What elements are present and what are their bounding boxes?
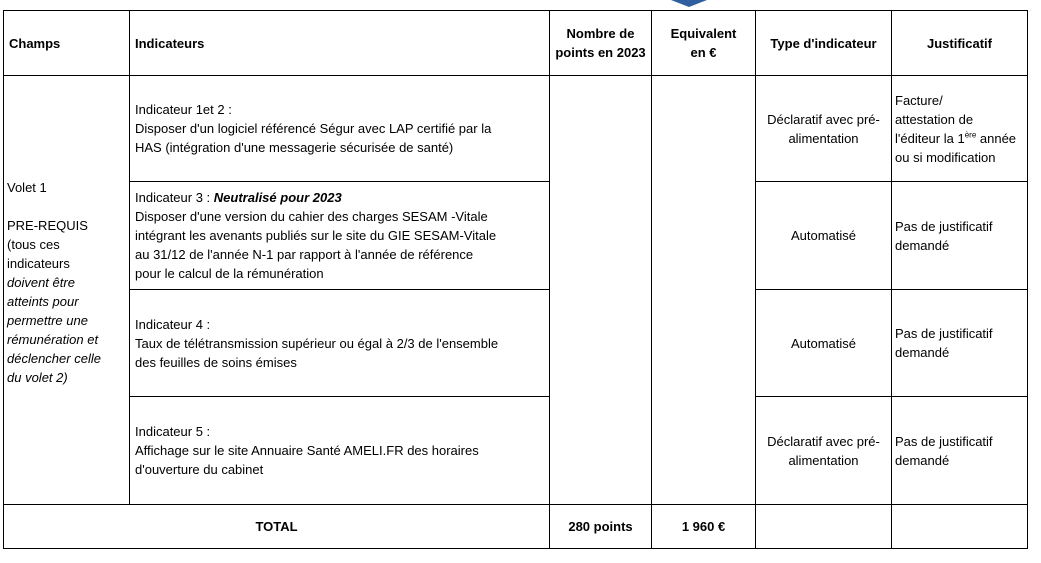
total-euros: 1 960 € xyxy=(652,505,756,549)
justificatif-text: l'éditeur la 1 xyxy=(895,130,965,146)
total-justificatif-empty xyxy=(892,505,1028,549)
table-row xyxy=(4,76,1028,182)
header-points-line1: Nombre de xyxy=(566,26,635,41)
justificatif-cell xyxy=(892,76,1028,182)
indicator-title: Indicateur 4 : xyxy=(135,316,211,332)
justificatif-text: Pas de justificatif xyxy=(895,218,993,234)
justificatif-text: demandé xyxy=(895,452,950,468)
total-points: 280 points xyxy=(550,505,652,549)
table-row xyxy=(4,397,1028,505)
justificatif-text: ou si modification xyxy=(895,149,996,165)
type-text: alimentation xyxy=(788,130,859,146)
type-text: Déclaratif avec pré- xyxy=(767,433,880,449)
indicator-text: d'ouverture du cabinet xyxy=(135,462,264,477)
header-euro-line2: en € xyxy=(690,45,717,60)
champs-text-italic: atteints pour xyxy=(7,294,79,309)
indicator-text: intégrant les avenants publiés sur le site du GIE SESAM-Vitale xyxy=(135,228,497,243)
type-text: alimentation xyxy=(788,452,859,468)
table-row xyxy=(4,182,1028,290)
champs-cell xyxy=(4,76,130,505)
champs-text: (tous ces xyxy=(7,237,60,252)
header-champs: Champs xyxy=(4,11,130,76)
header-euro xyxy=(652,11,756,76)
header-indicateurs: Indicateurs xyxy=(130,11,550,76)
type-cell xyxy=(756,397,892,505)
indicator-text: HAS (intégration d'une messagerie sécurisée de santé) xyxy=(135,140,454,155)
indicator-text: Disposer d'un logiciel référencé Ségur avec LAP certifié par la xyxy=(135,121,492,136)
champs-text-italic: déclencher celle xyxy=(7,351,101,366)
champs-text: indicateurs xyxy=(7,256,70,271)
indicator-title: Indicateur 5 : xyxy=(135,424,211,439)
type-cell xyxy=(756,290,892,397)
indicator-cell xyxy=(130,290,550,397)
justificatif-cell xyxy=(892,397,1028,505)
indicator-cell xyxy=(130,182,550,290)
champs-text-italic: du volet 2) xyxy=(7,370,68,385)
justificatif-text: demandé xyxy=(895,345,950,360)
type-text: Automatisé xyxy=(790,228,857,243)
indicator-text: Disposer d'une version du cahier des charges SESAM -Vitale xyxy=(135,209,488,224)
indicator-cell xyxy=(130,397,550,505)
justificatif-text: demandé xyxy=(895,237,950,253)
indicator-text: Taux de télétransmission supérieur ou égal à 2/3 de l'ensemble xyxy=(135,335,499,351)
indicators-table xyxy=(3,10,1028,549)
type-text: Déclaratif avec pré- xyxy=(767,111,880,127)
header-euro-line1: Equivalent xyxy=(670,26,737,41)
champs-text-italic: rémunération et xyxy=(7,332,99,347)
justificatif-text: Facture/ xyxy=(895,92,943,108)
champs-prerequis: PRE-REQUIS xyxy=(7,218,88,233)
justificatif-superscript: ère xyxy=(964,130,977,140)
champs-volet: Volet 1 xyxy=(7,180,47,195)
type-text: Automatisé xyxy=(790,335,857,351)
justificatif-cell xyxy=(892,182,1028,290)
indicator-text: au 31/12 de l'année N-1 par rapport à l'année de référence xyxy=(135,247,474,262)
header-points-line2: points en 2023 xyxy=(555,45,646,60)
total-label: TOTAL xyxy=(4,505,550,549)
header-row xyxy=(4,11,1028,76)
type-cell xyxy=(756,76,892,182)
header-points xyxy=(550,11,652,76)
indicator-text: pour le calcul de la rémunération xyxy=(135,266,324,281)
header-justificatif: Justificatif xyxy=(892,11,1028,76)
points-cell xyxy=(550,76,652,505)
blue-arrow-marker xyxy=(671,0,707,7)
champs-text-italic: doivent être xyxy=(7,275,75,290)
justificatif-text: Pas de justificatif xyxy=(895,433,993,449)
indicator-neutralised-note: Neutralisé pour 2023 xyxy=(213,190,342,205)
total-row xyxy=(4,505,1028,549)
indicator-text: des feuilles de soins émises xyxy=(135,354,297,370)
header-type: Type d'indicateur xyxy=(756,11,892,76)
justificatif-text: Pas de justificatif xyxy=(895,326,993,341)
euro-cell xyxy=(652,76,756,505)
indicator-text: Affichage sur le site Annuaire Santé AMELI.FR des horaires xyxy=(135,443,479,458)
champs-text-italic: permettre une xyxy=(7,313,88,328)
justificatif-cell xyxy=(892,290,1028,397)
table-row xyxy=(4,290,1028,397)
indicator-cell xyxy=(130,76,550,182)
indicator-title: Indicateur 3 : xyxy=(135,190,214,205)
justificatif-text: attestation de xyxy=(895,111,974,127)
type-cell xyxy=(756,182,892,290)
indicator-title: Indicateur 1et 2 : xyxy=(135,102,232,117)
justificatif-text: année xyxy=(976,130,1017,146)
total-type-empty xyxy=(756,505,892,549)
